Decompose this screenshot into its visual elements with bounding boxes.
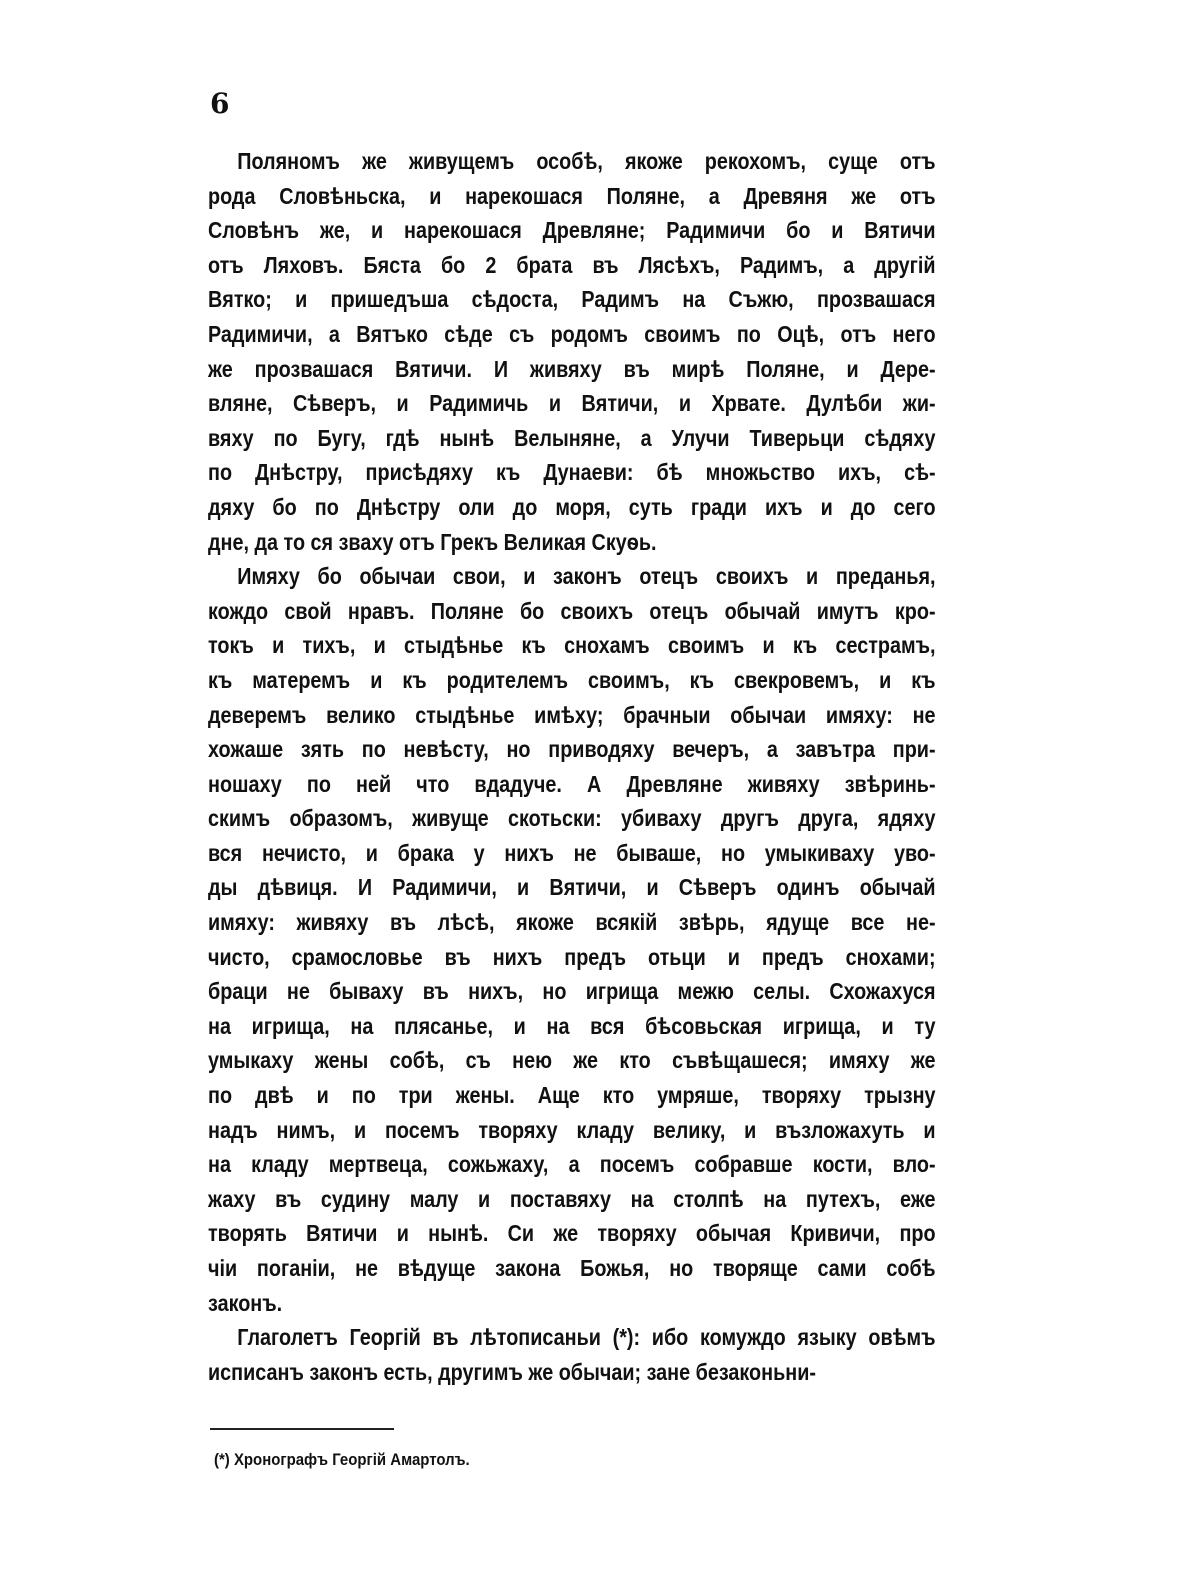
body-text (208, 144, 936, 1389)
text-line: дяху бо по Днѣстру оли до моря, суть гради ихъ и до сего (208, 493, 936, 520)
text-line: по двѣ и по три жены. Аще кто умряше, творяху трызну (208, 1082, 936, 1109)
text-line: Вятко; и пришедъша сѣдоста, Радимъ на Съжю, прозвашася (208, 286, 936, 313)
text-line: Имяху бо обычаи свои, и законъ отецъ своихъ и преданья, (237, 563, 936, 590)
text-line: вся нечисто, и брака у нихъ не бываше, но умыкиваху уво- (208, 839, 936, 866)
text-line: хожаше зять по невѣсту, но приводяху вечеръ, а завътра при- (208, 736, 936, 763)
text-line: на игрища, на плясанье, и на вся бѣсовьская игрища, и ту (208, 1012, 936, 1039)
text-line: токъ и тихъ, и стыдѣнье къ снохамъ своимъ и къ сестрамъ, (208, 632, 936, 659)
footnote: (*) Хронографъ Георгій Амартолъ. (214, 1450, 470, 1469)
page-number: 6 (210, 87, 230, 120)
text-line: Глаголетъ Георгій въ лѣтописаньи (*): ибо комуждо языку овѣмъ (237, 1324, 936, 1351)
text-line: по Днѣстру, присѣдяху къ Дунаеви: бѣ множьство ихъ, сѣ- (208, 459, 936, 486)
text-line: браци не бываху въ нихъ, но игрища межю селы. Схожахуся (208, 978, 936, 1005)
body-text-inner (208, 144, 936, 1389)
text-line: скимъ образомъ, живуще скотьски: убиваху другъ друга, ядяху (208, 805, 936, 832)
text-line: вляне, Сѣверъ, и Радимичь и Вятичи, и Хрвате. Дулѣби жи- (208, 390, 936, 417)
text-line: чисто, срамословье въ нихъ предъ отьци и предъ снохами; (208, 943, 936, 970)
paragraph-2 (208, 559, 936, 1320)
text-line: ношаху по ней что вдадуче. А Древляне живяху звѣринь- (208, 770, 936, 797)
text-line: вяху по Бугу, гдѣ нынѣ Велыняне, а Улучи Тиверьци сѣдяху (208, 424, 936, 451)
text-line: ды дѣвиця. И Радимичи, и Вятичи, и Сѣверъ одинъ обычай (208, 874, 936, 901)
text-line: на кладу мертвеца, сожьжаху, а посемъ собравше кости, вло- (208, 1151, 936, 1178)
text-line: Словѣнъ же, и нарекошася Древляне; Радимичи бо и Вятичи (208, 217, 936, 244)
text-line: творять Вятичи и нынѣ. Си же творяху обычая Кривичи, про (208, 1220, 936, 1247)
text-line: къ матеремъ и къ родителемъ своимъ, къ свекровемъ, и къ (208, 666, 936, 693)
text-line: кождо свой нравъ. Поляне бо своихъ отецъ обычай имутъ кро- (208, 597, 936, 624)
text-line: деверемъ велико стыдѣнье имѣху; брачныи обычаи имяху: не (208, 701, 936, 728)
text-line: же прозвашася Вятичи. И живяху въ мирѣ Поляне, и Дере- (208, 355, 936, 382)
text-line: Радимичи, а Вятъко сѣде съ родомъ своимъ по Оцѣ, отъ него (208, 320, 936, 347)
text-line: Поляномъ же живущемъ особѣ, якоже рекохомъ, суще отъ (237, 148, 936, 174)
text-line: имяху: живяху въ лѣсѣ, якоже всякій звѣрь, ядуще все не- (208, 909, 936, 936)
text-line: умыкаху жены собѣ, съ нею же кто съвѣщашеся; имяху же (208, 1047, 936, 1074)
text-line: отъ Ляховъ. Бяста бо 2 брата въ Лясѣхъ, Радимъ, а другій (208, 251, 936, 278)
text-line: жаху въ судину малу и поставяху на столпѣ на путехъ, еже (208, 1185, 936, 1212)
text-line: исписанъ законъ есть, другимъ же обычаи; зане безаконьни- (208, 1358, 816, 1385)
text-line: чіи поганіи, не вѣдуще закона Божья, но творяще сами собѣ (208, 1255, 936, 1281)
footnote-rule (210, 1428, 394, 1430)
paragraph-3 (208, 1320, 936, 1389)
text-line: рода Словѣньска, и нарекошася Поляне, а Древяня же отъ (208, 182, 936, 209)
text-line: надъ нимъ, и посемъ творяху кладу велику, и възложахуть и (208, 1116, 936, 1143)
text-line: дне, да то ся зваху отъ Грекъ Великая Скуѳь. (208, 528, 657, 555)
text-line: законъ. (208, 1289, 283, 1316)
paragraph-1 (208, 144, 936, 559)
